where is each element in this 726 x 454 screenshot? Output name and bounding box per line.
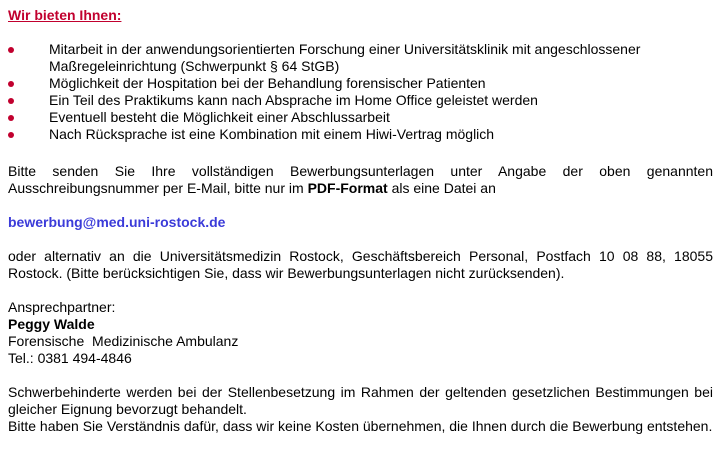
email-line — [8, 214, 713, 231]
list-item — [8, 126, 713, 143]
pdf-format-label: PDF-Format — [307, 180, 388, 196]
bullet-icon — [8, 47, 14, 53]
list-item-text: Möglichkeit der Hospitation bei der Behandlung forensischer Patienten — [49, 75, 486, 91]
list-item — [8, 75, 713, 92]
contact-phone: Tel.: 0381 494-4846 — [8, 350, 132, 366]
bullet-icon — [8, 132, 14, 138]
application-instructions — [8, 163, 713, 197]
bullet-icon — [8, 98, 14, 104]
bullet-icon — [8, 81, 14, 87]
offer-heading: Wir bieten Ihnen: — [8, 7, 122, 23]
contact-department: Forensische Medizinische Ambulanz — [8, 333, 239, 349]
list-item — [8, 109, 713, 126]
list-item — [8, 92, 713, 109]
application-text-after: als eine Datei an — [387, 180, 496, 196]
contact-label: Ansprechpartner: — [8, 299, 116, 315]
offer-list — [8, 41, 713, 143]
application-text-before: Bitte senden Sie Ihre vollständigen Bewerbungsunterlagen unter Angabe der oben genannten Ausschreibungsnummer per E-Mail, bitte nur im — [8, 163, 713, 196]
email-link[interactable]: bewerbung@med.uni-rostock.de — [8, 214, 226, 230]
list-item-text: Nach Rücksprache ist eine Kombination mit einem Hiwi-Vertrag möglich — [49, 126, 495, 142]
bullet-icon — [8, 115, 14, 121]
contact-name: Peggy Walde — [8, 316, 95, 332]
costs-note: Bitte haben Sie Verständnis dafür, dass wir keine Kosten übernehmen, die Ihnen durch die Bewerbung entstehen. — [8, 418, 713, 434]
list-item-text: Ein Teil des Praktikums kann nach Absprache im Home Office geleistet werden — [49, 92, 538, 108]
alternative-address: oder alternativ an die Universitätsmedizin Rostock, Geschäftsbereich Personal, Postfach 10 08 88, 18055 Rostock. (Bitte berücksichtigen Sie, dass wir Bewerbungsunterlagen nicht zurücksenden). — [8, 248, 713, 281]
list-item-text: Eventuell besteht die Möglichkeit einer Abschlussarbeit — [49, 109, 390, 125]
list-item — [8, 41, 713, 75]
disability-note: Schwerbehinderte werden bei der Stellenbesetzung im Rahmen der geltenden gesetzlichen Bestimmungen bei gleicher Eignung bevorzugt behandelt. — [8, 384, 713, 417]
list-item-text: Mitarbeit in der anwendungsorientierten Forschung einer Universitätsklinik mit angeschlossener Maßregeleinrichtung (Schwerpunkt § 64 StGB) — [49, 41, 641, 74]
